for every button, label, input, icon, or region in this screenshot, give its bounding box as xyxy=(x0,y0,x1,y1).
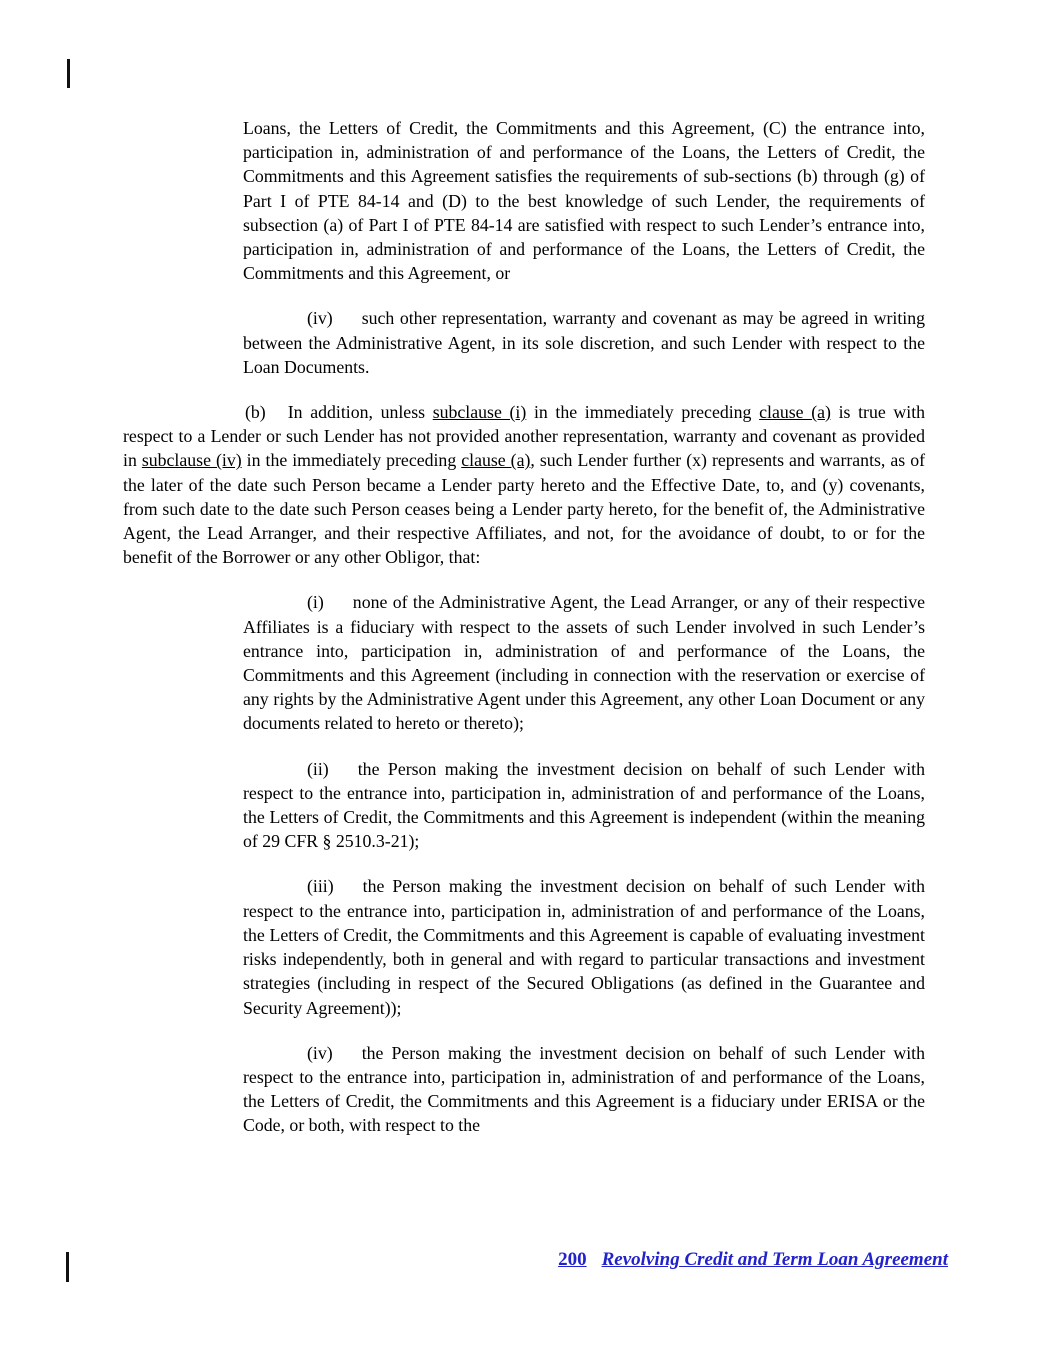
paragraph-text: none of the Administrative Agent, the Lead Arranger, or any of their respective Affiliates is a fiduciary with respect to the assets of such Lender involved in such Lender’s entrance into, participation in, administration of and performance of the Loans, the Commitments and this Agreement (including in connection with the reservation or exercise of any rights by the Administrative Agent under this Agreement, any other Loan Document or any documents related to hereto or thereto); xyxy=(243,592,925,734)
item-label: (iii) xyxy=(307,876,334,897)
paragraph-text: the Person making the investment decision on behalf of such Lender with respect to the entrance into, participation in, administration of and performance of the Loans, the Letters of Credit, the Commitments and this Agreement is a fiduciary under ERISA or the Code, or both, with respect to the xyxy=(243,1042,925,1136)
paragraph-text: the Person making the investment decision on behalf of such Lender with respect to the entrance into, participation in, administration of and performance of the Loans, the Letters of Credit, the Commitments and this Agreement is independent (within the meaning of 29 CFR § 2510.3-21); xyxy=(243,758,925,852)
paragraph-text: Loans, the Letters of Credit, the Commitments and this Agreement, (C) the entrance into, participation in, administration of and performance of the Loans, the Letters of Credit, the Commitments and this Agreement satisfies the requirements of sub-sections (b) through (g) of Part I of PTE 84-14 and (D) to the best knowledge of such Lender, the requirements of subsection (a) of Part I of PTE 84-14 are satisfied with respect to such Lender’s entrance into, participation in, administration of and performance of the Loans, the Letters of Credit, the Commitments and this Agreement, or xyxy=(243,118,925,284)
paragraph-clause-b xyxy=(123,400,925,569)
paragraph-text: the Person making the investment decision on behalf of such Lender with respect to the entrance into, participation in, administration of and performance of the Loans, the Letters of Credit, the Commitments and this Agreement is capable of evaluating investment risks independently, both in general and with regard to particular transactions and investment strategies (including in respect of the Secured Obligations (as defined in the Guarantee and Security Agreement)); xyxy=(243,876,925,1018)
revision-change-bar-top xyxy=(67,59,70,88)
item-label: (iv) xyxy=(307,308,333,329)
page-footer xyxy=(558,1249,948,1271)
revision-change-bar-bottom xyxy=(66,1252,69,1282)
paragraph-subclause-ii xyxy=(243,757,925,854)
clause-label: (b) xyxy=(245,402,266,423)
footer-document-title[interactable]: Revolving Credit and Term Loan Agreement xyxy=(601,1249,948,1270)
item-label: (ii) xyxy=(307,758,329,779)
paragraph-subclause-iii xyxy=(243,874,925,1019)
paragraph-subclause-iv xyxy=(243,306,925,379)
paragraph-text: such other representation, warranty and covenant as may be agreed in writing between the Administrative Agent, in its sole discretion, and such Lender with respect to the Loan Documents. xyxy=(243,308,925,377)
item-label: (iv) xyxy=(307,1042,333,1063)
paragraph-text: In addition, unless subclause (i) in the immediately preceding clause (a) is true with respect to a Lender or such Lender has not provided another representation, warranty and covenant as provided in subclause (iv) in the immediately preceding clause (a), such Lender further (x) represents and warrants, as of the later of the date such Person became a Lender party hereto and the Effective Date, to, and (y) covenants, from such date to the date such Person ceases being a Lender party hereto, for the benefit of, the Administrative Agent, the Lead Arranger, and their respective Affiliates, and not, for the avoidance of doubt, to or for the benefit of the Borrower or any other Obligor, that: xyxy=(123,402,926,568)
document-body xyxy=(123,116,925,1159)
item-label: (i) xyxy=(307,592,324,613)
paragraph-subclause-i xyxy=(243,590,925,735)
footer-page-number[interactable]: 200 xyxy=(558,1249,587,1270)
paragraph-continuation xyxy=(243,116,925,285)
paragraph-subclause-iv-2 xyxy=(243,1041,925,1138)
